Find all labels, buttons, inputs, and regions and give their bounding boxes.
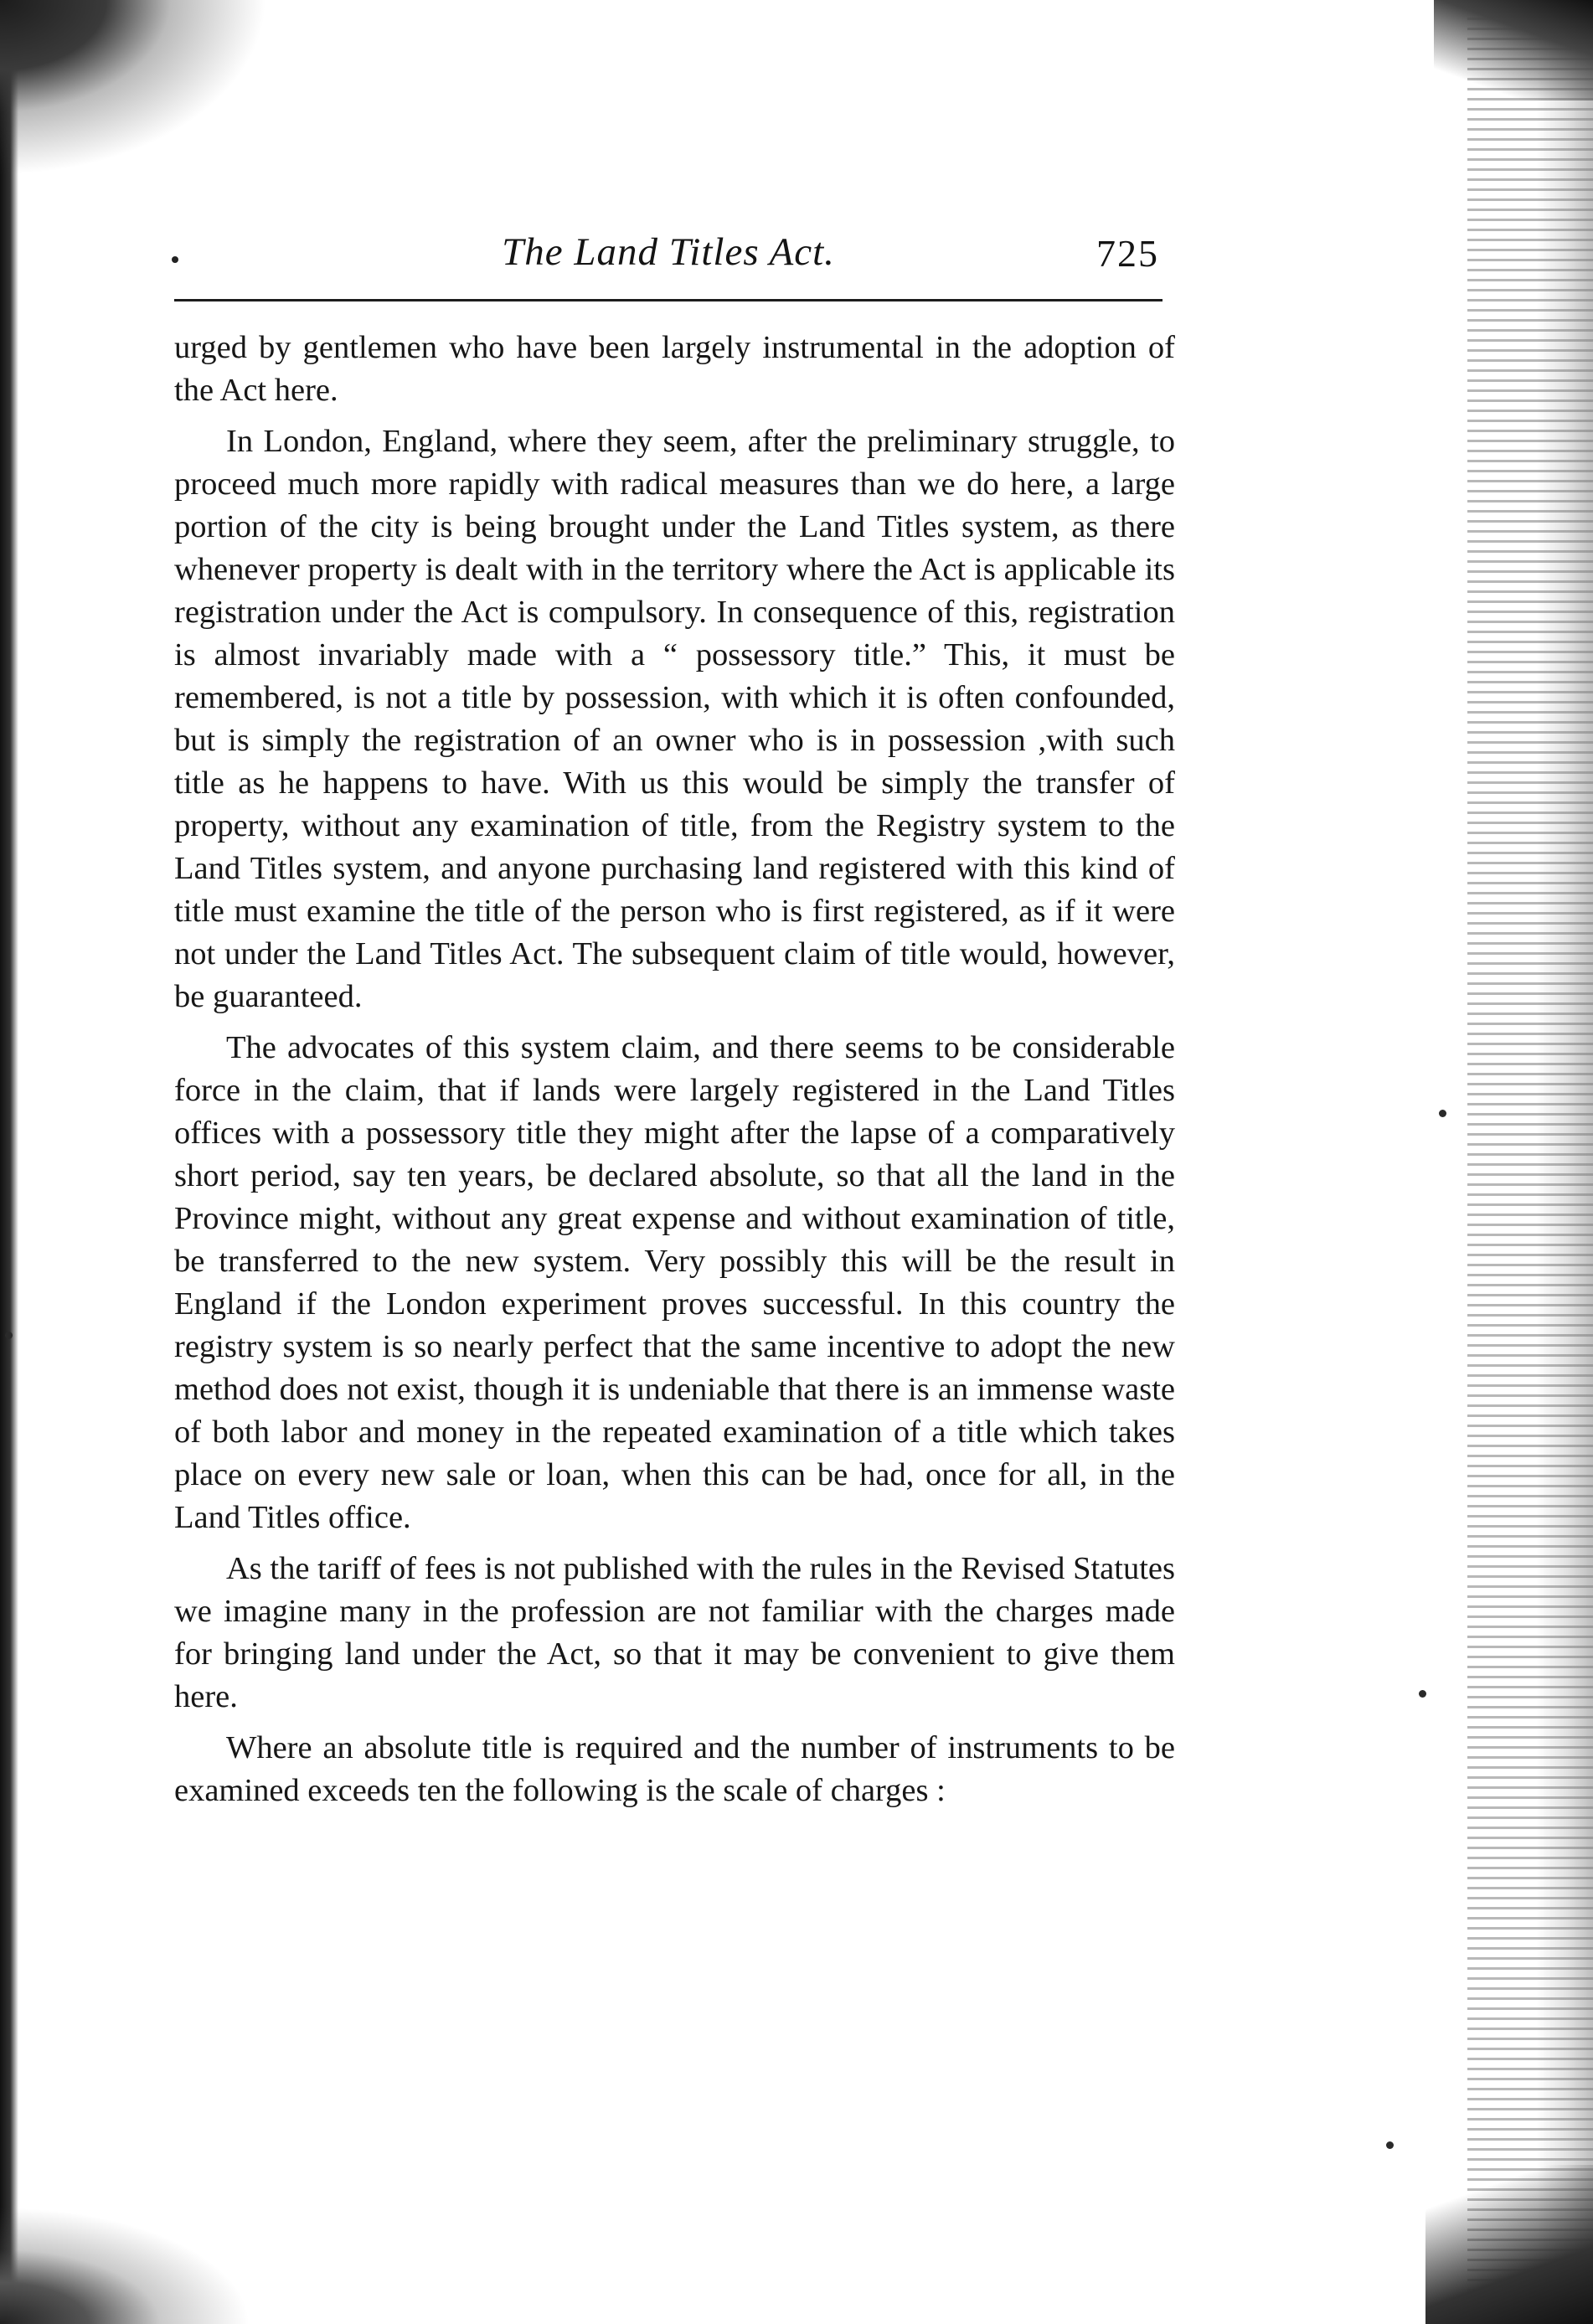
scan-speck	[1386, 2141, 1394, 2149]
scan-edge-right	[1467, 0, 1593, 2324]
header-rule	[174, 299, 1163, 301]
scan-corner-bottom-left	[0, 2207, 251, 2324]
scan-corner-bottom-right	[1425, 2165, 1593, 2324]
page-number: 725	[1096, 232, 1159, 275]
scan-speck	[1439, 1110, 1446, 1117]
running-head	[174, 224, 1163, 300]
scan-speck	[5, 1332, 13, 1339]
paragraph-3: The advocates of this system claim, and there seems to be considerable force in the claim, that if lands were largely registered in the Land Titles offices with a possessory title they might after the lapse of a comparatively short period, say ten years, be declared absolute, so that all the land in the Province might, without any great expense and without examination of title, be transferred to the new system. Very possibly this will be the result in England if the London experiment proves successful. In this country the registry system is so nearly perfect that the same incentive to adopt the new method does not exist, though it is undeniable that there is an immense waste of both labor and money in the repeated examination of a title which takes place on every new sale or loan, when this can be had, once for all, in the Land Titles office.	[174, 1030, 1175, 1535]
scan-speck	[1419, 1690, 1426, 1698]
scan-corner-top-right	[1434, 0, 1593, 100]
scan-edge-left	[0, 0, 18, 2324]
paragraph-4: As the tariff of fees is not published with the rules in the Revised Statutes we imagine many in the profession are not familiar with the charges made for bringing land under the Act, so that it may be convenient to give them here.	[174, 1551, 1175, 1714]
paragraph-1: urged by gentlemen who have been largely instrumental in the adoption of the Act here.	[174, 330, 1175, 408]
paragraph-2: In London, England, where they seem, after the preliminary struggle, to proceed much more rapidly with radical measures than we do here, a large portion of the city is being brought under the Land Titles system, as there whenever property is dealt with in the territory where the Act is applicable its registration under the Act is compulsory. In consequence of this, registration is almost invariably made with a “ possessory title.” This, it must be remembered, is not a title by possession, with which it is often confounded, but is simply the registration of an owner who is in possession ,with such title as he happens to have. With us this would be simply the transfer of property, without any examination of title, from the Registry system to the Land Titles system, and anyone purchasing land registered with this kind of title must examine the title of the person who is first registered, as if it were not under the Land Titles Act. The subsequent claim of title would, however, be guaranteed.	[174, 424, 1175, 1014]
body-text	[174, 327, 1175, 1821]
running-title: The Land Titles Act.	[502, 230, 835, 274]
paragraph-5: Where an absolute title is required and the number of instruments to be examined exceeds ten the following is the scale of charges :	[174, 1730, 1175, 1808]
scan-corner-top-left	[0, 0, 268, 176]
